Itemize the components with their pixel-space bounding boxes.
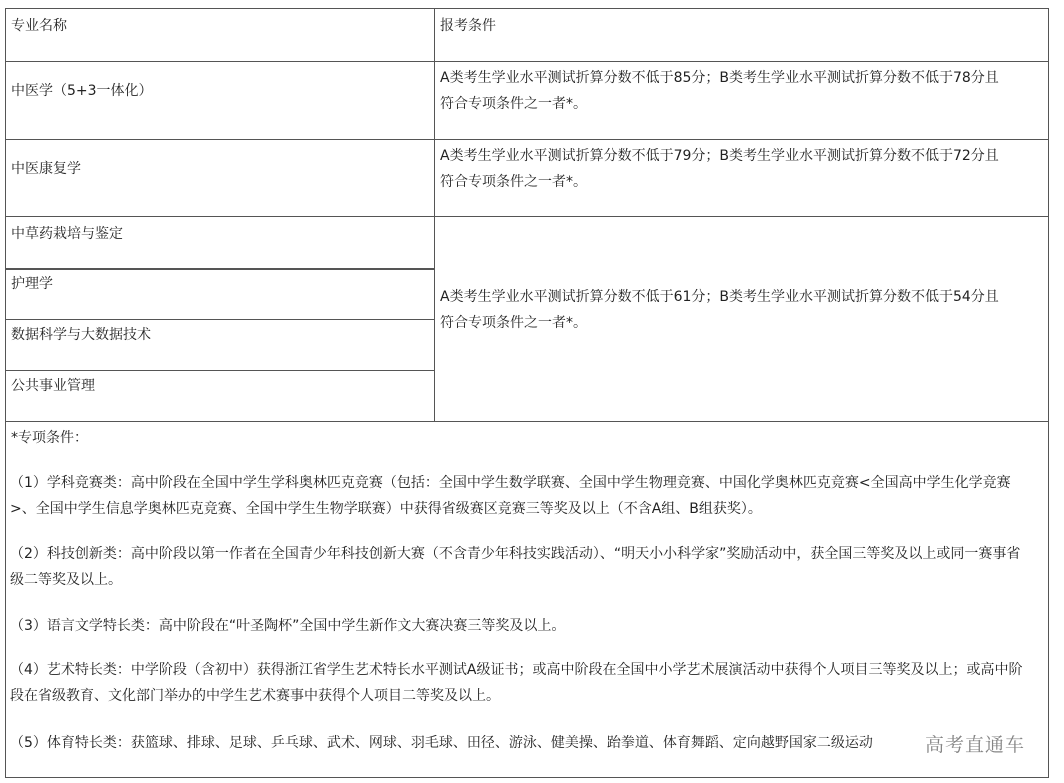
row-major: 数据科学与大数据技术 <box>11 327 151 343</box>
divider <box>5 319 434 320</box>
row-requirement-line: 符合专项条件之一者*。 <box>440 174 587 190</box>
row-requirement-line: A类考生学业水平测试折算分数不低于85分；B类考生学业水平测试折算分数不低于78分且 <box>440 70 999 86</box>
divider <box>5 268 434 270</box>
row-major: 中医康复学 <box>11 161 81 177</box>
divider <box>5 139 1049 140</box>
row-major: 公共事业管理 <box>11 378 95 394</box>
row-requirement-line: 符合专项条件之一者*。 <box>440 315 587 331</box>
notes-title: *专项条件： <box>11 430 88 446</box>
divider <box>5 216 1049 217</box>
row-major: 中草药栽培与鉴定 <box>11 226 123 242</box>
watermark-logo: 高考直通车 <box>925 734 1026 756</box>
row-requirement-line: 符合专项条件之一者*。 <box>440 96 587 112</box>
row-requirement-line: A类考生学业水平测试折算分数不低于79分；B类考生学业水平测试折算分数不低于72分且 <box>440 148 999 164</box>
note-item: （2）科技创新类：高中阶段以第一作者在全国青少年科技创新大赛（不含青少年科技实践活动）、“明天小小科学家”奖励活动中，获全国三等奖及以上或同一赛事省级二等奖及以上。 <box>10 546 1021 588</box>
row-requirement-line: A类考生学业水平测试折算分数不低于61分；B类考生学业水平测试折算分数不低于54分且 <box>440 289 999 305</box>
divider <box>5 421 1049 422</box>
row-major: 中医学（5+3一体化） <box>11 83 153 99</box>
note-item: （1）学科竞赛类：高中阶段在全国中学生学科奥林匹克竞赛（包括：全国中学生数学联赛、全国中学生物理竞赛、中国化学奥林匹克竞赛<全国高中学生化学竞赛>、全国中学生信息学奥林匹克竞赛、全国中学生生物学联赛）中获得省级赛区竞赛三等奖及以上（不含A组、B组获奖）。 <box>10 475 1011 517</box>
header-requirement: 报考条件 <box>440 18 496 34</box>
divider <box>5 370 434 371</box>
column-divider <box>434 8 435 421</box>
row-major: 护理学 <box>11 276 53 292</box>
header-major: 专业名称 <box>11 18 67 34</box>
divider <box>5 61 1049 62</box>
note-item: （3）语言文学特长类：高中阶段在“叶圣陶杯”全国中学生新作文大赛决赛三等奖及以上。 <box>10 618 566 634</box>
note-item: （5）体育特长类：获篮球、排球、足球、乒乓球、武术、网球、羽毛球、田径、游泳、健美操、跆拳道、体育舞蹈、定向越野国家二级运动 <box>10 735 873 751</box>
note-item: （4）艺术特长类：中学阶段（含初中）获得浙江省学生艺术特长水平测试A级证书；或高中阶段在全国中小学艺术展演活动中获得个人项目三等奖及以上；或高中阶段在省级教育、文化部门举办的中学生艺术赛事中获得个人项目二等奖及以上。 <box>10 662 1023 704</box>
